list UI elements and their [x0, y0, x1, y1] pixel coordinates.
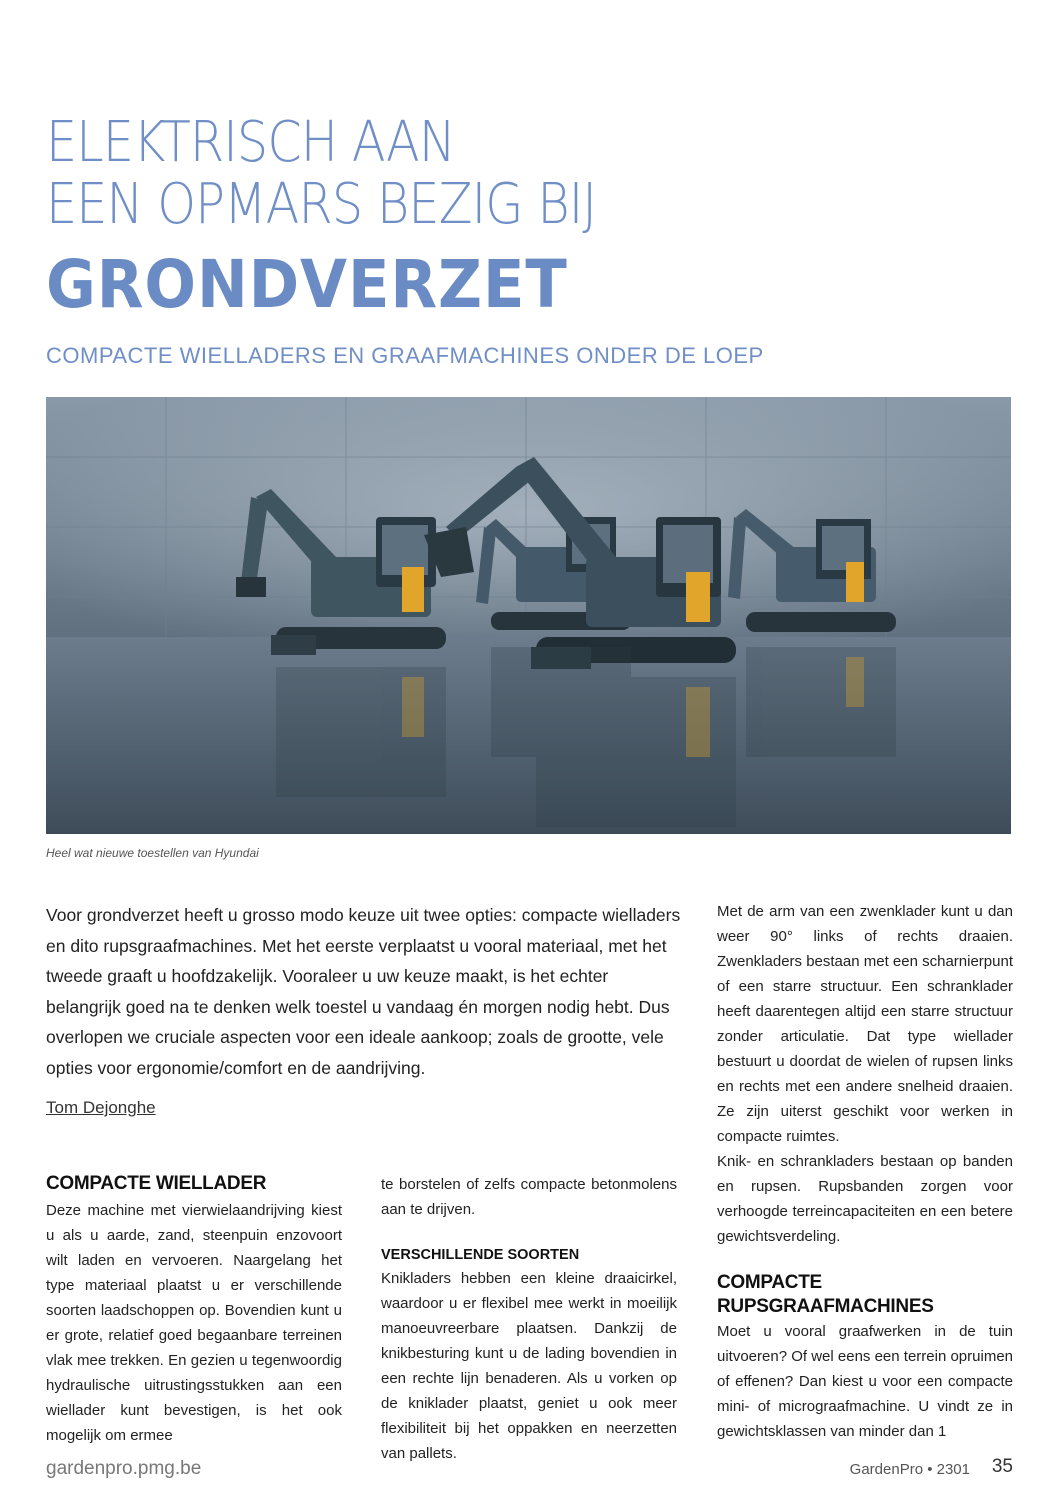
excavators-photo — [46, 397, 1011, 834]
column-2 — [381, 1172, 677, 1466]
column-3-body: Moet u vooral graafwerken in de tuin uitvoeren? Of wel eens een terrein opruimen of effenen? Dan kiest u voor een compacte mini- of micrograafmachine. U vindt ze in gewichtsklassen van minder dan 1 — [717, 1323, 1014, 1440]
intro-paragraph: Voor grondverzet heeft u grosso modo keuze uit twee opties: compacte wielladers en dito rupsgraafmachines. Met het eerste verplaatst u vooral materiaal, met het tweede graaft u hoofdzakelijk. Vooraleer u uw keuze maakt, is het echter belangrijk goed na te denken welk toestel u vandaag én morgen nodig hebt. Dus overlopen we cruciale aspecten voor een ideale aankoop; zoals de grootte, vele opties voor ergonomie/comfort en de aandrijving. — [46, 905, 681, 1078]
column-1-body: Deze machine met vierwielaandrijving kiest u als u aarde, zand, steenpuin enzovoort wilt laden en vervoeren. Naargelang het type materiaal plaatst u er verschillende soorten laadschoppen op. Bovendien kunt u er grote, relatief goed begaanbare terreinen vlak mee trekken. En gezien u tegenwoordig hydraulische uitrustingsstukken aan een wiellader kunt bevestigen, is het ook mogelijk om ermee — [46, 1202, 342, 1444]
column-3 — [717, 899, 1013, 1444]
column-1 — [46, 1172, 342, 1448]
headline-line-1: ELEKTRISCH AAN — [46, 110, 455, 175]
photo-caption: Heel wat nieuwe toestellen van Hyundai — [46, 846, 259, 860]
column-2-body: Knikladers hebben een kleine draaicirkel, waardoor u er flexibel mee werkt in moeilijk manoeuvreerbare plaatsen. Dankzij de knikbesturing kunt u de lading bovendien in een rechte lijn benaderen. Als u vorken op de kniklader plaatst, geniet u ook meer flexibiliteit bij het oppakken en neerzetten van pallets. — [381, 1270, 677, 1462]
section-heading-rupsgraaf-1: COMPACTE — [717, 1272, 822, 1293]
hyundai-excavators-image — [46, 397, 1011, 834]
headline-line-3: GRONDVERZET — [46, 246, 568, 323]
headline-line-2: EEN OPMARS BEZIG BIJ — [46, 172, 597, 237]
column-3-para-1: Met de arm van een zwenklader kunt u dan weer 90° links of rechts draaien. Zwenkladers bestaan met een scharnierpunt of een starre structuur. Een schranklader heeft daarentegen altijd een starre structuur zonder articulatie. Dat type wiellader bestuurt u doordat de wielen of rupsen links en rechts met een andere snelheid draaien. Ze zijn uiterst geschikt voor werken in compacte ruimtes. — [717, 903, 1014, 1145]
footer-website[interactable]: gardenpro.pmg.be — [46, 1458, 202, 1479]
column-3-para-2: Knik- en schrankladers bestaan op banden en rupsen. Rupsbanden zorgen voor verhoogde terreincapaciteiten en een betere gewichtsverdeling. — [717, 1153, 1013, 1245]
column-2-continuation: te borstelen of zelfs compacte betonmolens aan te drijven. — [381, 1176, 677, 1218]
page-number: 35 — [991, 1456, 1013, 1477]
subtitle: COMPACTE WIELLADERS EN GRAAFMACHINES ONDER DE LOEP — [46, 343, 764, 368]
section-heading-rupsgraaf-2: RUPSGRAAFMACHINES — [717, 1296, 934, 1317]
section-heading-soorten: VERSCHILLENDE SOORTEN — [381, 1247, 580, 1263]
author-link[interactable]: Tom Dejonghe — [46, 1098, 156, 1117]
footer-magazine-issue: GardenPro • 2301 — [849, 1461, 970, 1478]
section-heading-wiellader: COMPACTE WIELLADER — [46, 1173, 267, 1194]
